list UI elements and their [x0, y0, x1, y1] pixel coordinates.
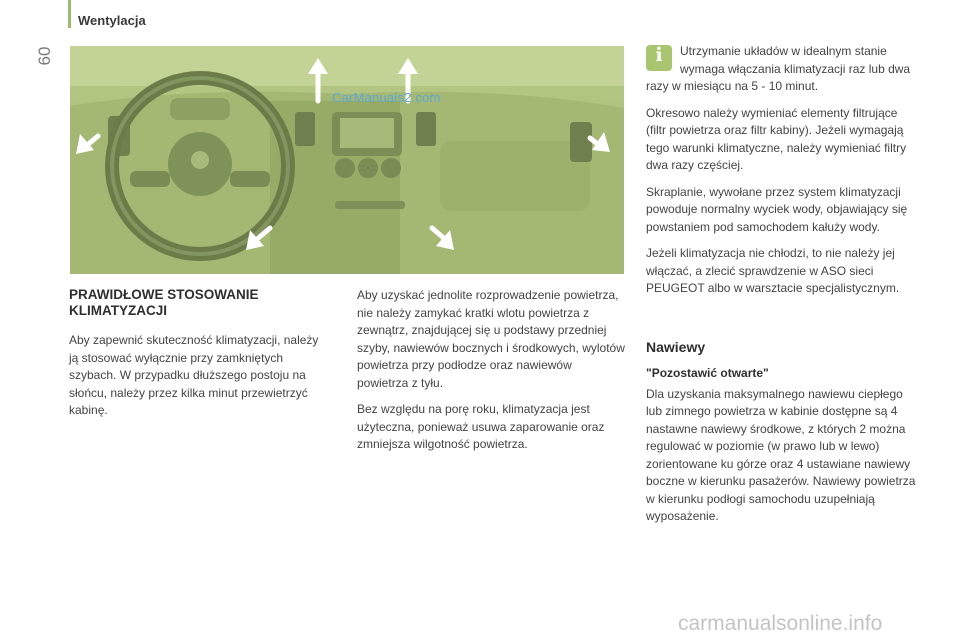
ac-usage-paragraph: Aby zapewnić skuteczność klimatyzacji, należy ją stosować wyłącznie przy zamkniętych szybach. W przypadku dłuższego postoju na słońcu, należy przez kilka minut przewietrzyć kabinę. — [69, 333, 319, 417]
ac-usage-heading: PRAWIDŁOWE STOSOWANIE KLIMATYZACJI — [69, 287, 259, 318]
vents-paragraph: Dla uzyskania maksymalnego nawiewu ciepłego lub zimnego powietrza w kabinie dostępne są 4 nastawne nawiewy środkowe, z których 2 można regulować w poziomie (w prawo lub w lewo) zorientowane ku górze oraz 4 ustawiane nawiewy boczne w kierunku pasażerów. Nawiewy powietrza w kierunku podłogi samochodu uzupełniają wyposażenie. — [646, 386, 916, 523]
info-note — [646, 43, 916, 96]
column-right — [646, 43, 916, 535]
filters-paragraph: Okresowo należy wymieniać elementy filtrujące (filtr powietrza oraz filtr kabiny). Jeżeli wymagają tego warunki klimatyczne, należy wymieniać filtry dwa razy częściej. — [646, 105, 907, 172]
column-middle — [357, 287, 625, 463]
condensation-paragraph: Skraplanie, wywołane przez system klimatyzacji powoduje normalny wyciek wody, objawiający się powstaniem pod samochodem kałuży wody. — [646, 184, 908, 234]
keep-open-subheading: "Pozostawić otwarte" — [646, 365, 769, 380]
page-number: 60 — [35, 46, 54, 66]
dashboard-drawing — [70, 46, 624, 274]
vents-heading: Nawiewy — [646, 338, 706, 355]
section-title: Wentylacja — [78, 13, 146, 28]
year-round-paragraph: Bez względu na porę roku, klimatyzacja jest użyteczna, ponieważ usuwa zaparowanie oraz zmniejsza wilgotność powietrza. — [357, 402, 605, 451]
figure-watermark: CarManuals2.com — [332, 90, 441, 105]
dashboard-vents-illustration — [70, 46, 624, 274]
section-marker-bar — [68, 0, 71, 28]
site-watermark: carmanualsonline.info — [678, 612, 883, 635]
info-note-text: Utrzymanie układów w idealnym stanie wymaga włączania klimatyzacji raz lub dwa razy w miesiącu na 5 - 10 minut. — [646, 44, 911, 93]
column-left — [69, 287, 327, 429]
info-icon — [646, 45, 672, 71]
not-cooling-paragraph: Jeżeli klimatyzacja nie chłodzi, to nie należy jej włączać, a zlecić sprawdzenie w ASO sieci PEUGEOT albo w warsztacie specjalistycznym. — [646, 246, 900, 295]
air-distribution-paragraph: Aby uzyskać jednolite rozprowadzenie powietrza, nie należy zamykać kratki wlotu powietrza z zewnątrz, znajdującej się u podstawy przedniej szyby, nawiewów bocznych i środkowych, wylotów powietrza przy podłodze oraz nawiewów powietrza z tyłu. — [357, 288, 625, 390]
